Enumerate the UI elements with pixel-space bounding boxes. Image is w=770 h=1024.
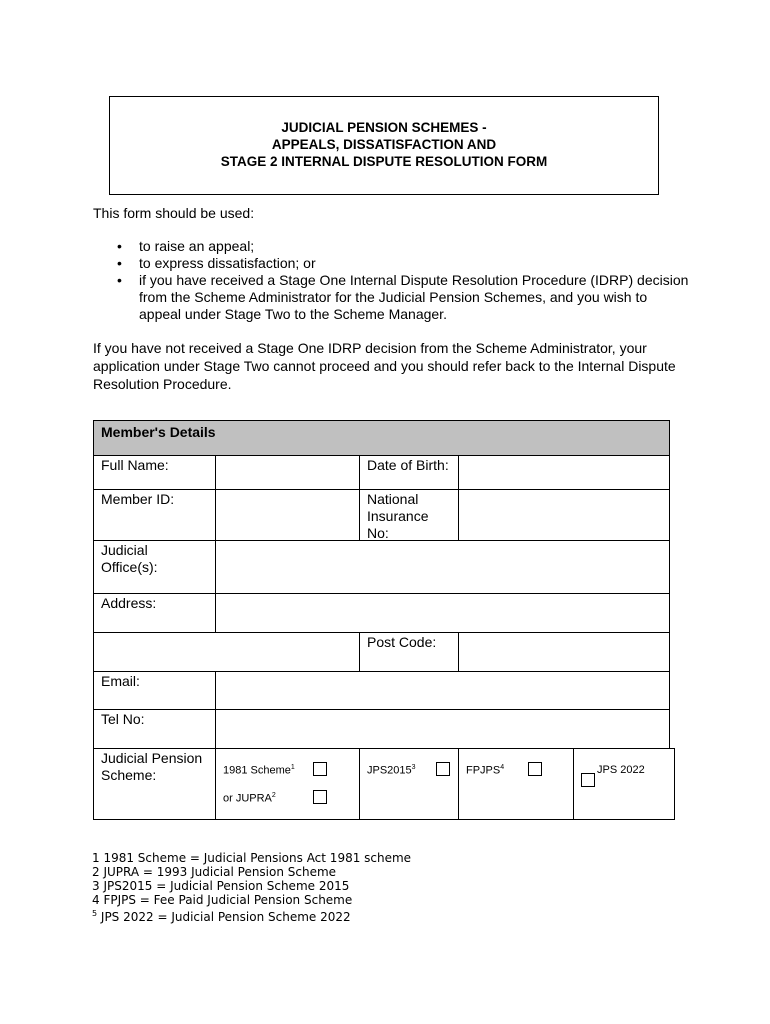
footnote: 2 JUPRA = 1993 Judicial Pension Scheme: [92, 865, 337, 879]
footnote: 1 1981 Scheme = Judicial Pensions Act 1981 scheme: [92, 851, 412, 865]
bullet-icon: •: [117, 238, 122, 254]
post-code-field[interactable]: [458, 632, 670, 672]
scheme-jupra-checkbox[interactable]: [313, 790, 327, 804]
post-code-label: Post Code:: [359, 632, 459, 672]
email-label: Email:: [93, 671, 216, 710]
scheme-fpjps-checkbox[interactable]: [528, 762, 542, 776]
list-item: [93, 255, 693, 272]
list-item: [93, 272, 693, 323]
dob-label: Date of Birth:: [359, 455, 459, 490]
scheme-jps2015-cell: [359, 748, 459, 820]
list-item-text: to express dissatisfaction; or: [139, 255, 316, 271]
table-header: Member's Details: [93, 420, 670, 456]
judicial-office-field[interactable]: [215, 540, 670, 594]
member-id-field[interactable]: [215, 489, 360, 541]
dob-field[interactable]: [458, 455, 670, 490]
scheme-1981-option: 1981 Scheme$^1$: [223, 764, 295, 777]
list-item-text: if you have received a Stage One Internal Dispute Resolution Procedure (IDRP) decision from the Scheme Administrator for the Judicial Pension Schemes, and you wish to appeal under Stage Two to the Scheme Manager.: [139, 272, 689, 322]
judicial-office-label: Judicial Office(s):: [93, 540, 216, 594]
tel-field[interactable]: [215, 709, 670, 749]
list-item-text: to raise an appeal;: [139, 238, 255, 254]
list-item: [93, 238, 693, 255]
form-title-line-1: JUDICIAL PENSION SCHEMES -: [281, 120, 487, 135]
ni-label: National Insurance No:: [359, 489, 459, 541]
address-label: Address:: [93, 593, 216, 633]
scheme-fpjps-cell: [458, 748, 574, 820]
bullet-icon: •: [117, 255, 122, 271]
scheme-jps2022-option: JPS 2022: [597, 764, 645, 776]
footnote: 4 FPJPS = Fee Paid Judicial Pension Scheme: [92, 893, 353, 907]
idrp-note: If you have not received a Stage One IDRP decision from the Scheme Administrator, your application under Stage Two cannot proceed and you should refer back to the Internal Dispute Resolution Procedure.: [93, 340, 676, 392]
scheme-1981-cell: [215, 748, 360, 820]
usage-list: [93, 238, 693, 323]
footnotes: [92, 851, 411, 924]
email-field[interactable]: [215, 671, 670, 710]
scheme-jps2022-checkbox[interactable]: [581, 773, 595, 787]
full-name-label: Full Name:: [93, 455, 216, 490]
bullet-icon: •: [117, 272, 122, 288]
tel-label: Tel No:: [93, 709, 216, 749]
ni-field[interactable]: [458, 489, 670, 541]
scheme-jupra-option: or JUPRA$^2$: [223, 792, 276, 805]
form-title-box: [109, 96, 659, 195]
form-title-line-3: STAGE 2 INTERNAL DISPUTE RESOLUTION FORM: [220, 154, 548, 169]
form-title-line-2: APPEALS, DISSATISFACTION AND: [271, 137, 497, 152]
scheme-jps2015-checkbox[interactable]: [436, 762, 450, 776]
scheme-fpjps-option: FPJPS$^4$: [466, 764, 505, 777]
member-id-label: Member ID:: [93, 489, 216, 541]
scheme-1981-checkbox[interactable]: [313, 762, 327, 776]
intro-text: This form should be used:: [93, 205, 255, 221]
footnote: 3 JPS2015 = Judicial Pension Scheme 2015: [92, 879, 350, 893]
address-field[interactable]: [215, 593, 670, 633]
footnote: $^5$ JPS 2022 = Judicial Pension Scheme 2022: [92, 909, 351, 924]
full-name-field[interactable]: [215, 455, 360, 490]
scheme-label: Judicial Pension Scheme:: [93, 748, 216, 820]
address-line-2-field[interactable]: [93, 632, 360, 672]
scheme-jps2015-option: JPS2015$^3$: [367, 764, 416, 777]
